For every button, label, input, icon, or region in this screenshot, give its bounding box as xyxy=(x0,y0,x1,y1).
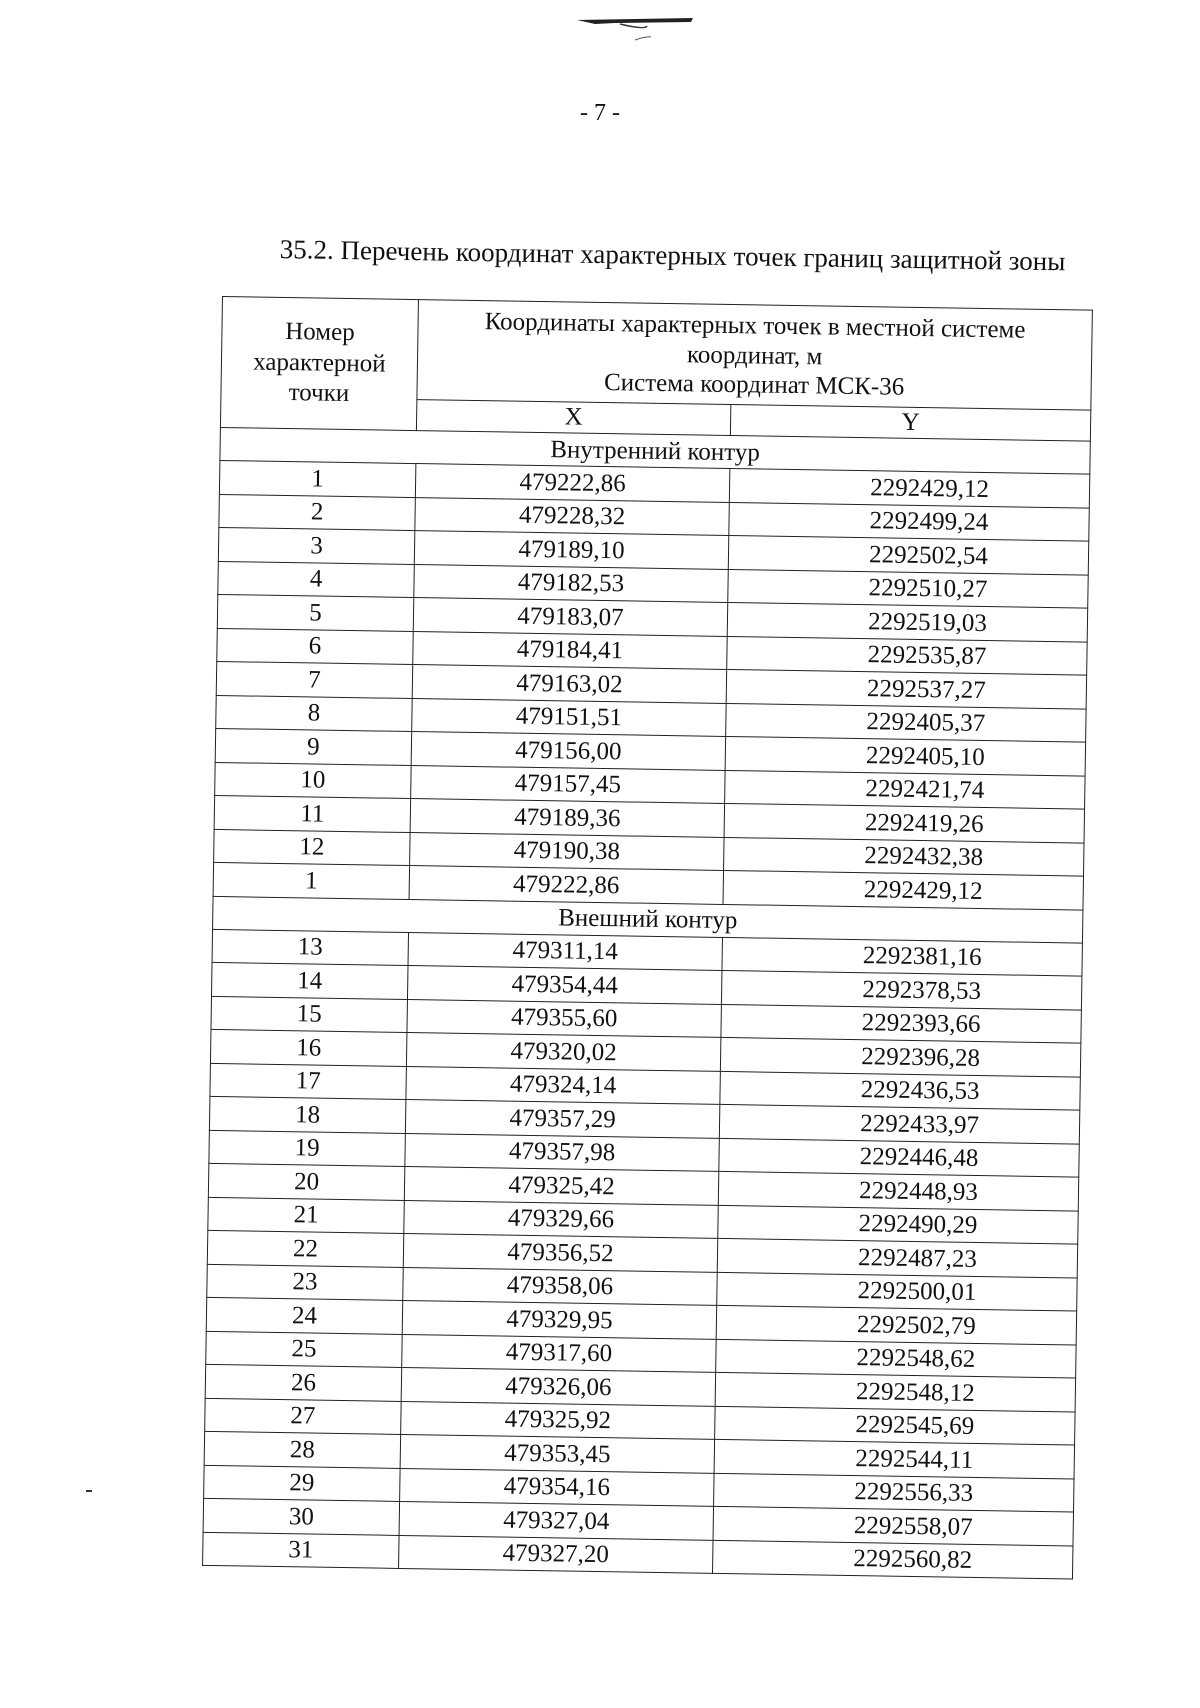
y-coordinate-cell: 2292429,12 xyxy=(723,870,1083,909)
point-number-cell: 7 xyxy=(216,661,413,698)
x-coordinate-cell: 479157,45 xyxy=(411,765,725,803)
point-number-cell: 5 xyxy=(217,594,414,631)
section-heading: 35.2. Перечень координат характерных точек границ защитной зоны xyxy=(279,234,1066,277)
y-coordinate-cell: 2292405,37 xyxy=(726,703,1086,742)
y-coordinate-cell: 2292396,28 xyxy=(720,1037,1080,1076)
point-number-cell: 16 xyxy=(210,1029,407,1066)
point-number-cell: 29 xyxy=(204,1465,401,1502)
point-number-cell: 28 xyxy=(204,1431,401,1468)
x-coordinate-cell: 479357,98 xyxy=(405,1133,719,1171)
point-number-cell: 31 xyxy=(203,1532,400,1569)
header-coordinates xyxy=(417,300,1092,410)
x-coordinate-cell: 479183,07 xyxy=(413,598,727,636)
point-number-cell: 6 xyxy=(217,628,414,665)
coordinates-table xyxy=(202,296,1093,1580)
y-coordinate-cell: 2292510,27 xyxy=(728,569,1088,608)
y-coordinate-cell: 2292537,27 xyxy=(726,669,1086,708)
x-coordinate-cell: 479190,38 xyxy=(410,832,724,870)
x-coordinate-cell: 479324,14 xyxy=(406,1066,720,1104)
x-coordinate-cell: 479228,32 xyxy=(415,497,729,535)
point-number-cell: 17 xyxy=(210,1063,407,1100)
y-coordinate-cell: 2292558,07 xyxy=(713,1506,1073,1545)
y-coordinate-cell: 2292556,33 xyxy=(714,1473,1074,1512)
point-number-cell: 30 xyxy=(203,1498,400,1535)
x-coordinate-cell: 479354,44 xyxy=(407,966,721,1004)
section-title: Внутренний контур xyxy=(220,427,1090,474)
header-number-line-3: точки xyxy=(288,379,350,408)
y-coordinate-cell: 2292405,10 xyxy=(725,736,1085,775)
x-coordinate-cell: 479354,16 xyxy=(400,1468,714,1506)
x-coordinate-cell: 479311,14 xyxy=(408,932,722,970)
y-coordinate-cell: 2292544,11 xyxy=(714,1439,1074,1478)
y-coordinate-cell: 2292436,53 xyxy=(720,1071,1080,1110)
header-x: X xyxy=(416,399,730,435)
x-coordinate-cell: 479329,95 xyxy=(402,1300,716,1338)
point-number-cell: 27 xyxy=(205,1398,402,1435)
point-number-cell: 26 xyxy=(205,1364,402,1401)
point-number-cell: 8 xyxy=(216,695,413,732)
point-number-cell: 4 xyxy=(218,561,415,598)
x-coordinate-cell: 479156,00 xyxy=(411,732,725,770)
point-number-cell: 9 xyxy=(215,728,412,765)
section-title: Внешний контур xyxy=(213,896,1083,943)
y-coordinate-cell: 2292502,79 xyxy=(716,1305,1076,1344)
page-number: - 7 - xyxy=(580,100,620,126)
point-number-cell: 12 xyxy=(214,829,411,866)
stray-mark xyxy=(86,1490,92,1492)
point-number-cell: 14 xyxy=(212,962,409,999)
x-coordinate-cell: 479358,06 xyxy=(403,1267,717,1305)
y-coordinate-cell: 2292421,74 xyxy=(725,770,1085,809)
x-coordinate-cell: 479325,92 xyxy=(401,1401,715,1439)
x-coordinate-cell: 479325,42 xyxy=(404,1166,718,1204)
y-coordinate-cell: 2292502,54 xyxy=(728,535,1088,574)
y-coordinate-cell: 2292500,01 xyxy=(717,1272,1077,1311)
x-coordinate-cell: 479317,60 xyxy=(402,1334,716,1372)
header-coords-line-1: Координаты характерных точек в местной системе xyxy=(484,308,1026,344)
x-coordinate-cell: 479357,29 xyxy=(405,1099,719,1137)
x-coordinate-cell: 479182,53 xyxy=(414,564,728,602)
y-coordinate-cell: 2292535,87 xyxy=(727,636,1087,675)
point-number-cell: 1 xyxy=(219,460,416,497)
point-number-cell: 11 xyxy=(214,795,411,832)
y-coordinate-cell: 2292448,93 xyxy=(718,1171,1078,1210)
y-coordinate-cell: 2292487,23 xyxy=(717,1238,1077,1277)
top-scan-mark xyxy=(575,14,695,44)
point-number-cell: 10 xyxy=(215,762,412,799)
point-number-cell: 2 xyxy=(219,494,416,531)
header-y: Y xyxy=(730,404,1090,441)
y-coordinate-cell: 2292548,62 xyxy=(716,1339,1076,1378)
y-coordinate-cell: 2292499,24 xyxy=(729,502,1089,541)
point-number-cell: 1 xyxy=(213,862,410,899)
y-coordinate-cell: 2292446,48 xyxy=(719,1138,1079,1177)
x-coordinate-cell: 479327,04 xyxy=(399,1501,713,1539)
point-number-cell: 22 xyxy=(207,1230,404,1267)
y-coordinate-cell: 2292490,29 xyxy=(718,1205,1078,1244)
header-number-line-1: Номер xyxy=(284,318,355,347)
x-coordinate-cell: 479151,51 xyxy=(412,698,726,736)
point-number-cell: 20 xyxy=(208,1163,405,1200)
x-coordinate-cell: 479163,02 xyxy=(412,665,726,703)
y-coordinate-cell: 2292545,69 xyxy=(715,1406,1075,1445)
x-coordinate-cell: 479320,02 xyxy=(406,1032,720,1070)
y-coordinate-cell: 2292393,66 xyxy=(721,1004,1081,1043)
x-coordinate-cell: 479356,52 xyxy=(403,1233,717,1271)
coordinates-table-container xyxy=(202,296,1092,1580)
point-number-cell: 15 xyxy=(211,996,408,1033)
x-coordinate-cell: 479353,45 xyxy=(400,1434,714,1472)
y-coordinate-cell: 2292378,53 xyxy=(721,970,1081,1009)
point-number-cell: 25 xyxy=(206,1331,403,1368)
x-coordinate-cell: 479222,86 xyxy=(415,464,729,502)
x-coordinate-cell: 479189,10 xyxy=(414,531,728,569)
x-coordinate-cell: 479327,20 xyxy=(399,1535,713,1573)
y-coordinate-cell: 2292548,12 xyxy=(715,1372,1075,1411)
point-number-cell: 21 xyxy=(208,1197,405,1234)
y-coordinate-cell: 2292419,26 xyxy=(724,803,1084,842)
x-coordinate-cell: 479355,60 xyxy=(407,999,721,1037)
y-coordinate-cell: 2292519,03 xyxy=(727,602,1087,641)
x-coordinate-cell: 479222,86 xyxy=(409,866,723,904)
point-number-cell: 23 xyxy=(207,1264,404,1301)
y-coordinate-cell: 2292429,12 xyxy=(729,468,1089,507)
header-coords-line-3: Система координат МСК-36 xyxy=(603,369,905,401)
x-coordinate-cell: 479189,36 xyxy=(410,799,724,837)
point-number-cell: 13 xyxy=(212,929,409,966)
point-number-cell: 18 xyxy=(209,1096,406,1133)
header-number-line-2: характерной xyxy=(253,348,386,378)
y-coordinate-cell: 2292381,16 xyxy=(722,937,1082,976)
point-number-cell: 19 xyxy=(209,1130,406,1167)
point-number-cell: 24 xyxy=(206,1297,403,1334)
header-coords-line-2: координат, м xyxy=(686,340,823,371)
x-coordinate-cell: 479184,41 xyxy=(413,631,727,669)
point-number-cell: 3 xyxy=(218,527,415,564)
y-coordinate-cell: 2292432,38 xyxy=(724,837,1084,876)
header-point-number xyxy=(220,297,418,431)
x-coordinate-cell: 479329,66 xyxy=(404,1200,718,1238)
table-body xyxy=(203,427,1091,1579)
y-coordinate-cell: 2292433,97 xyxy=(719,1104,1079,1143)
y-coordinate-cell: 2292560,82 xyxy=(712,1540,1072,1579)
x-coordinate-cell: 479326,06 xyxy=(401,1367,715,1405)
